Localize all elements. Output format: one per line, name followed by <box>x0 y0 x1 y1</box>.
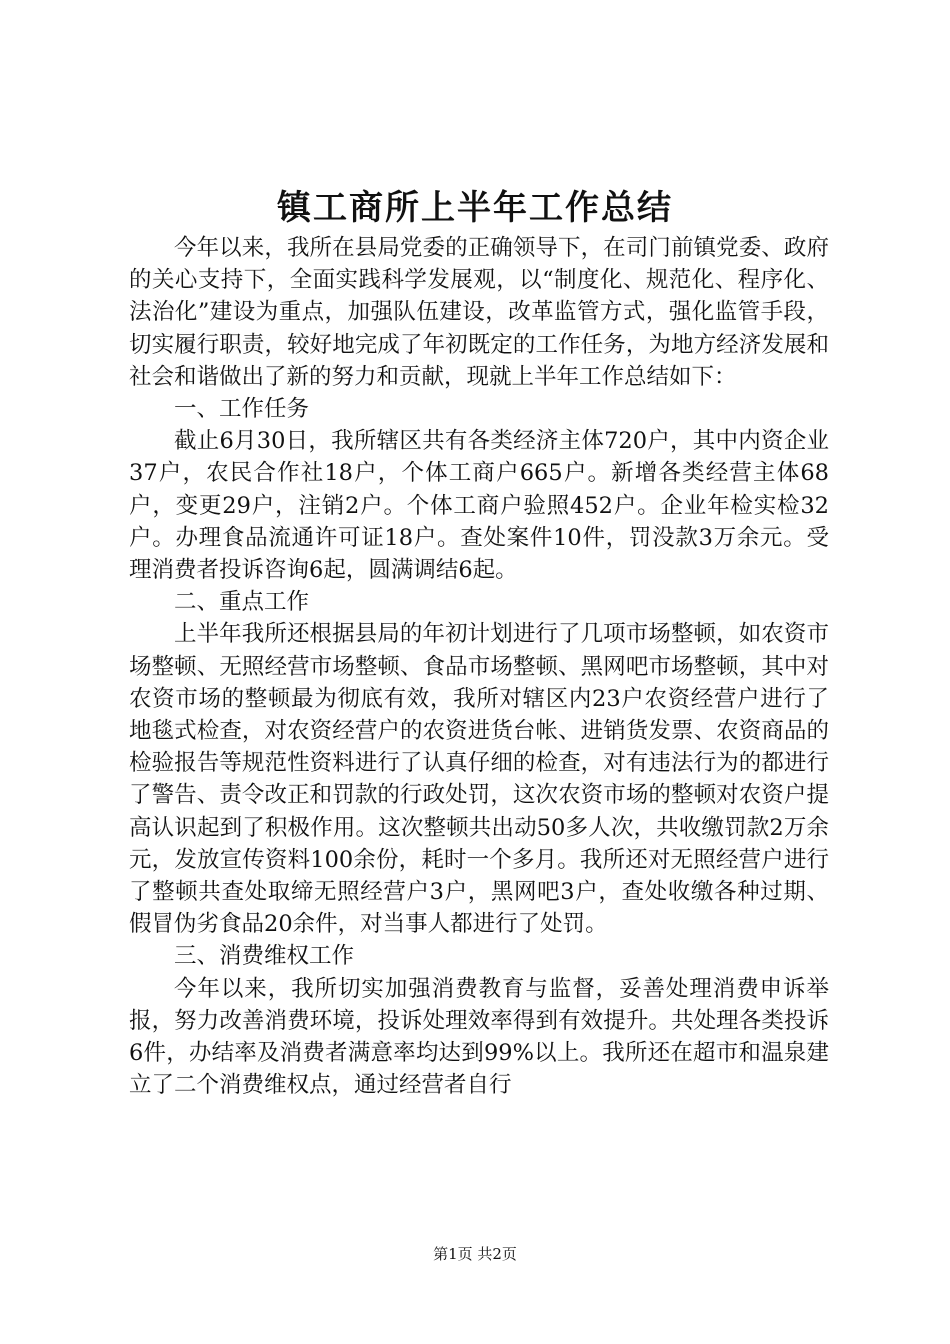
section-paragraph-tasks: 截止6月30日，我所辖区共有各类经济主体720户，其中内资企业37户，农民合作社18户，个体工商户665户。新增各类经营主体68户，变更29户，注销2户。个体工商户验照452户。企业年检实检32户。办理食品流通许可证18户。查处案件10件，罚没款3万余元。受理消费者投诉咨询6起，圆满调结6起。 <box>129 428 829 584</box>
intro-paragraph: 今年以来，我所在县局党委的正确领导下，在司门前镇党委、政府的关心支持下，全面实践科学发展观，以“制度化、规范化、程序化、法治化”建设为重点，加强队伍建设，改革监管方式，强化监管手段，切实履行职责，较好地完成了年初既定的工作任务，为地方经济发展和社会和谐做出了新的努力和贡献，现就上半年工作总结如下： <box>129 235 829 390</box>
section-heading-key-work: 二、重点工作 <box>174 589 310 616</box>
section-paragraph-key-work: 上半年我所还根据县局的年初计划进行了几项市场整顿，如农资市场整顿、无照经营市场整顿、食品市场整顿、黑网吧市场整顿，其中对农资市场的整顿最为彻底有效，我所对辖区内23户农资经营户进行了地毯式检查，对农资经营户的农资进货台帐、进销货发票、农资商品的检验报告等规范性资料进行了认真仔细的检查，对有违法行为的都进行了警告、责令改正和罚款的行政处罚，这次农资市场的整顿对农资户提高认识起到了积极作用。这次整顿共出动50多人次，共收缴罚款2万余元，发放宣传资料100余份，耗时一个多月。我所还对无照经营户进行了整顿共查处取缔无照经营户3户，黑网吧3户，查处收缴各种过期、假冒伪劣食品20余件，对当事人都进行了处罚。 <box>129 621 829 938</box>
document-title: 镇工商所上半年工作总结 <box>277 188 673 228</box>
page-footer: 第1页 共2页 <box>433 1245 517 1263</box>
section-paragraph-consumer-rights: 今年以来，我所切实加强消费教育与监督，妥善处理消费申诉举报，努力改善消费环境，投诉处理效率得到有效提升。共处理各类投诉6件，办结率及消费者满意率均达到99%以上。我所还在超市和温泉建立了二个消费维权点，通过经营者自行 <box>129 975 829 1099</box>
document-body <box>129 232 829 1101</box>
section-heading-tasks: 一、工作任务 <box>174 396 310 423</box>
section-heading-consumer-rights: 三、消费维权工作 <box>174 943 355 970</box>
